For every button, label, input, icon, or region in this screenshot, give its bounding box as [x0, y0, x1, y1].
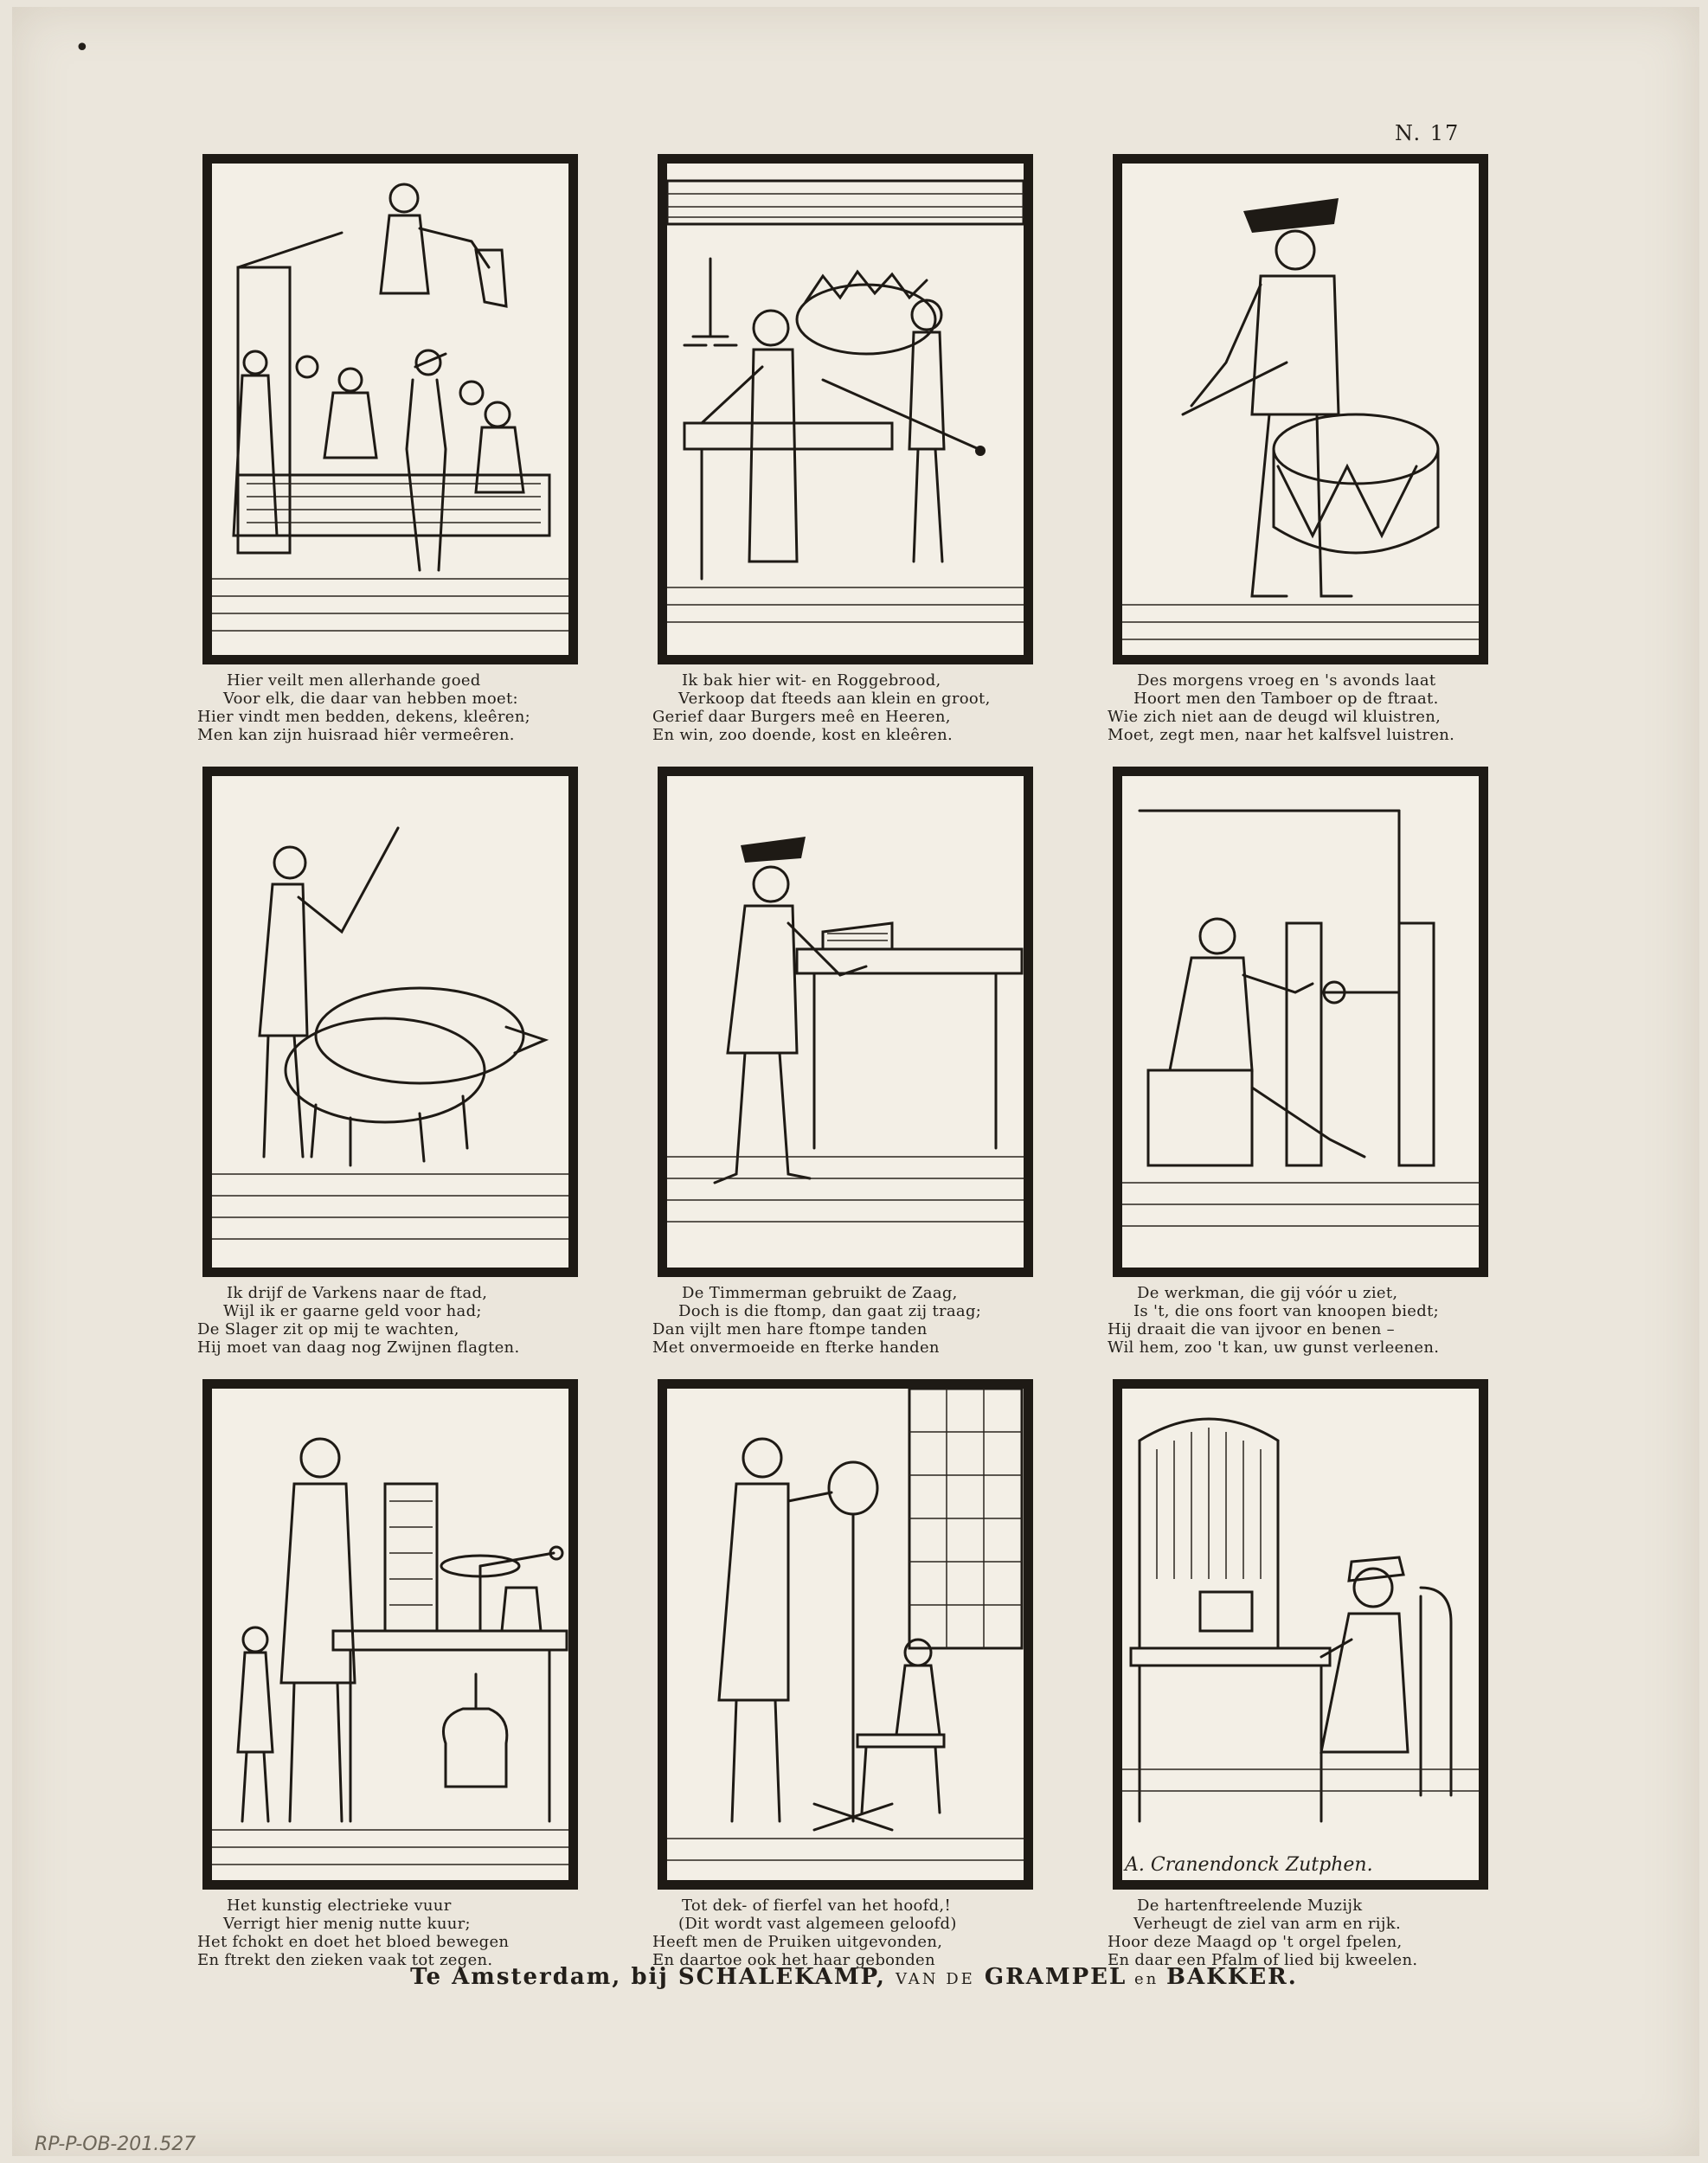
verse-line: En ftrekt den zieken vaak tot zegen. [197, 1951, 493, 1969]
verse-line: Hoor deze Maagd op 't orgel fpelen, [1108, 1933, 1403, 1951]
verse-line: Is 't, die ons foort van knoopen biedt; [1133, 1302, 1439, 1320]
verse-line: Moet, zegt men, naar het kalfsvel luistren. [1108, 726, 1455, 744]
verse-swineherd [197, 1284, 583, 1357]
verse-line: Men kan zijn huisraad hiêr vermeêren. [197, 726, 515, 744]
pig-driver-illustration-icon [202, 767, 578, 1277]
verse-baker [652, 671, 1038, 744]
verse-wigmaker [652, 1897, 1038, 1969]
verse-line: Hier veilt men allerhande goed [227, 671, 481, 690]
verse-line: Met onvermoeide en fterke handen [652, 1338, 940, 1357]
verse-line: Dan vijlt men hare ftompe tanden [652, 1320, 928, 1338]
panel-turner [1108, 767, 1493, 1379]
verse-line: Wijl ik er gaarne geld voor had; [223, 1302, 482, 1320]
publisher-name: GRAMPEL [974, 1964, 1127, 1990]
verse-line: De Slager zit op mij te wachten, [197, 1320, 459, 1338]
verse-line: En win, zoo doende, kost en kleêren. [652, 726, 953, 744]
panel-carpenter [652, 767, 1038, 1379]
carpenter-illustration-icon [658, 767, 1033, 1277]
verse-line: Verkoop dat fteeds aan klein en groot, [678, 690, 991, 708]
panel-electrician [197, 1379, 583, 1992]
verse-line: De hartenftreelende Muzijk [1137, 1897, 1363, 1915]
drummer-illustration-icon [1113, 154, 1488, 664]
panel-auction [197, 154, 583, 767]
verse-line: Ik bak hier wit- en Roggebrood, [682, 671, 941, 690]
verse-line: Wie zich niet aan de deugd wil kluistren, [1108, 708, 1442, 726]
auctioneer-illustration-icon [202, 154, 578, 664]
panel-wigmaker [652, 1379, 1038, 1992]
verse-line: Hoort men den Tamboer op de ftraat. [1133, 690, 1439, 708]
turner-illustration-icon [1113, 767, 1488, 1277]
imprint-part: Te Amsterdam, bij [410, 1964, 678, 1990]
corner-mark: • [74, 33, 90, 63]
verse-line: Hij moet van daag nog Zwijnen flagten. [197, 1338, 520, 1357]
verse-line: Het fchokt en doet het bloed bewegen [197, 1933, 510, 1951]
verse-drummer [1108, 671, 1493, 744]
verse-line: Heeft men de Pruiken uitgevonden, [652, 1933, 943, 1951]
electric-machine-illustration-icon [202, 1379, 578, 1890]
panel-swineherd [197, 767, 583, 1379]
verse-turner [1108, 1284, 1493, 1357]
verse-line: Ik drijf de Varkens naar de ftad, [227, 1284, 488, 1302]
verse-line: Hij draait die van ijvoor en benen – [1108, 1320, 1395, 1338]
organ-player-illustration-icon [1113, 1379, 1488, 1890]
panel-grid [197, 154, 1512, 1992]
publisher-name: SCHALEKAMP [677, 1964, 876, 1990]
panel-organist [1108, 1379, 1493, 1992]
verse-line: Des morgens vroeg en 's avonds laat [1137, 671, 1436, 690]
panel-drummer [1108, 154, 1493, 767]
wigmaker-illustration-icon [658, 1379, 1033, 1890]
panel-baker [652, 154, 1038, 767]
baker-illustration-icon [658, 154, 1033, 664]
publisher-name: BAKKER. [1165, 1964, 1298, 1990]
imprint-part: VAN DE [895, 1970, 975, 1988]
verse-line: Doch is die ftomp, dan gaat zij traag; [678, 1302, 982, 1320]
sheet-number: N. 17 [1395, 121, 1461, 145]
verse-line: En daar een Pfalm of lied bij kweelen. [1108, 1951, 1418, 1969]
engraver-signature: A. Cranendonck Zutphen. [1125, 1854, 1373, 1876]
verse-line: De Timmerman gebruikt de Zaag, [682, 1284, 958, 1302]
imprint-part: en [1127, 1970, 1166, 1988]
verse-electrician [197, 1897, 583, 1969]
verse-line: Verrigt hier menig nutte kuur; [223, 1915, 471, 1933]
verse-carpenter [652, 1284, 1038, 1357]
verse-line: Verheugt de ziel van arm en rijk. [1133, 1915, 1401, 1933]
publisher-imprint [0, 1964, 1708, 1990]
verse-line: De werkman, die gij vóór u ziet, [1137, 1284, 1398, 1302]
verse-line: Tot dek- of fierfel van het hoofd,! [682, 1897, 951, 1915]
verse-line: Gerief daar Burgers meê en Heeren, [652, 708, 951, 726]
collection-mark: RP-P-OB-201.527 [35, 2134, 196, 2155]
verse-line: Voor elk, die daar van hebben moet: [223, 690, 518, 708]
verse-auction [197, 671, 583, 744]
verse-organist [1108, 1897, 1493, 1969]
verse-line: (Dit wordt vast algemeen geloofd) [678, 1915, 957, 1933]
verse-line: En daartoe ook het haar gebonden [652, 1951, 935, 1969]
verse-line: Hier vindt men bedden, dekens, kleêren; [197, 708, 530, 726]
verse-line: Het kunstig electrieke vuur [227, 1897, 452, 1915]
verse-line: Wil hem, zoo 't kan, uw gunst verleenen. [1108, 1338, 1440, 1357]
imprint-part: , [876, 1964, 896, 1990]
